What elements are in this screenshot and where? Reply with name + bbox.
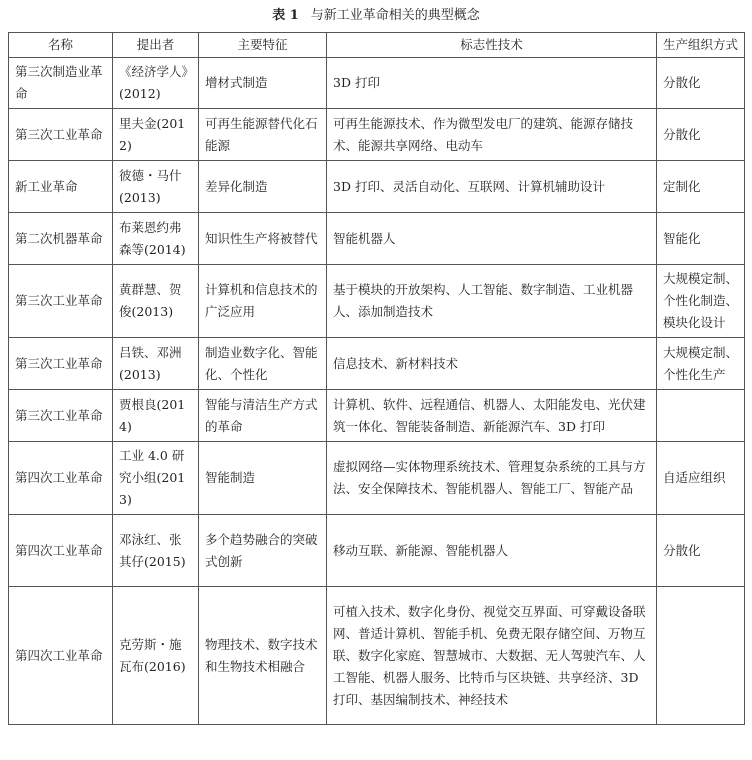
table-row: [9, 109, 745, 161]
cell-name: 第三次制造业革命: [9, 58, 113, 109]
table-caption: [0, 0, 752, 32]
cell-proposer: 克劳斯・施瓦布(2016): [113, 587, 199, 725]
table-row: [9, 265, 745, 338]
cell-tech: 可植入技术、数字化身份、视觉交互界面、可穿戴设备联网、普适计算机、智能手机、免费无限存储空间、万物互联、数字化家庭、智慧城市、大数据、无人驾驶汽车、人工智能、机器人服务、比特币与区块链、共享经济、3D 打印、基因编制技术、神经技术: [327, 587, 657, 725]
table-row: [9, 161, 745, 213]
table-row: [9, 58, 745, 109]
cell-name: 新工业革命: [9, 161, 113, 213]
column-header-feature: 主要特征: [199, 33, 327, 58]
cell-name: 第三次工业革命: [9, 390, 113, 442]
cell-org: 智能化: [657, 213, 745, 265]
cell-proposer: 黄群慧、贺俊(2013): [113, 265, 199, 338]
column-header-proposer: 提出者: [113, 33, 199, 58]
column-header-tech: 标志性技术: [327, 33, 657, 58]
cell-feature: 知识性生产将被替代: [199, 213, 327, 265]
cell-feature: 计算机和信息技术的广泛应用: [199, 265, 327, 338]
cell-org: 分散化: [657, 515, 745, 587]
table-header-row: [9, 33, 745, 58]
cell-org: 分散化: [657, 58, 745, 109]
cell-feature: 差异化制造: [199, 161, 327, 213]
table-row: [9, 390, 745, 442]
cell-name: 第二次机器革命: [9, 213, 113, 265]
cell-feature: 可再生能源替代化石能源: [199, 109, 327, 161]
cell-org: [657, 390, 745, 442]
cell-tech: 计算机、软件、远程通信、机器人、太阳能发电、光伏建筑一体化、智能装备制造、新能源汽车、3D 打印: [327, 390, 657, 442]
table-row: [9, 213, 745, 265]
cell-org: 大规模定制、个性化制造、模块化设计: [657, 265, 745, 338]
cell-tech: 虚拟网络—实体物理系统技术、管理复杂系统的工具与方法、安全保障技术、智能机器人、智能工厂、智能产品: [327, 442, 657, 515]
cell-proposer: 《经济学人》(2012): [113, 58, 199, 109]
column-header-org: 生产组织方式: [657, 33, 745, 58]
cell-proposer: 吕铁、邓洲(2013): [113, 338, 199, 390]
table-title: 与新工业革命相关的典型概念: [310, 8, 480, 23]
cell-tech: 3D 打印、灵活自动化、互联网、计算机辅助设计: [327, 161, 657, 213]
cell-tech: 信息技术、新材料技术: [327, 338, 657, 390]
cell-proposer: 彼德・马什(2013): [113, 161, 199, 213]
cell-tech: 3D 打印: [327, 58, 657, 109]
cell-proposer: 里夫金(2012): [113, 109, 199, 161]
cell-tech: 可再生能源技术、作为微型发电厂的建筑、能源存储技术、能源共享网络、电动车: [327, 109, 657, 161]
cell-feature: 智能与清洁生产方式的革命: [199, 390, 327, 442]
cell-proposer: 邓泳红、张其仔(2015): [113, 515, 199, 587]
cell-org: 分散化: [657, 109, 745, 161]
cell-name: 第四次工业革命: [9, 442, 113, 515]
cell-proposer: 布莱恩约弗森等(2014): [113, 213, 199, 265]
cell-proposer: 工业 4.0 研究小组(2013): [113, 442, 199, 515]
table-row: [9, 442, 745, 515]
table-row: [9, 338, 745, 390]
cell-tech: 移动互联、新能源、智能机器人: [327, 515, 657, 587]
cell-feature: 智能制造: [199, 442, 327, 515]
table-number: 表 1: [272, 8, 299, 23]
column-header-name: 名称: [9, 33, 113, 58]
cell-name: 第三次工业革命: [9, 338, 113, 390]
cell-tech: 基于模块的开放架构、人工智能、数字制造、工业机器人、添加制造技术: [327, 265, 657, 338]
cell-org: [657, 587, 745, 725]
cell-feature: 物理技术、数字技术和生物技术相融合: [199, 587, 327, 725]
cell-name: 第三次工业革命: [9, 109, 113, 161]
cell-org: 大规模定制、个性化生产: [657, 338, 745, 390]
concepts-table: [8, 32, 745, 725]
table-row: [9, 515, 745, 587]
cell-proposer: 贾根良(2014): [113, 390, 199, 442]
cell-feature: 制造业数字化、智能化、个性化: [199, 338, 327, 390]
cell-org: 自适应组织: [657, 442, 745, 515]
cell-tech: 智能机器人: [327, 213, 657, 265]
cell-name: 第四次工业革命: [9, 515, 113, 587]
cell-feature: 多个趋势融合的突破式创新: [199, 515, 327, 587]
cell-name: 第四次工业革命: [9, 587, 113, 725]
cell-name: 第三次工业革命: [9, 265, 113, 338]
cell-feature: 增材式制造: [199, 58, 327, 109]
table-row: [9, 587, 745, 725]
cell-org: 定制化: [657, 161, 745, 213]
